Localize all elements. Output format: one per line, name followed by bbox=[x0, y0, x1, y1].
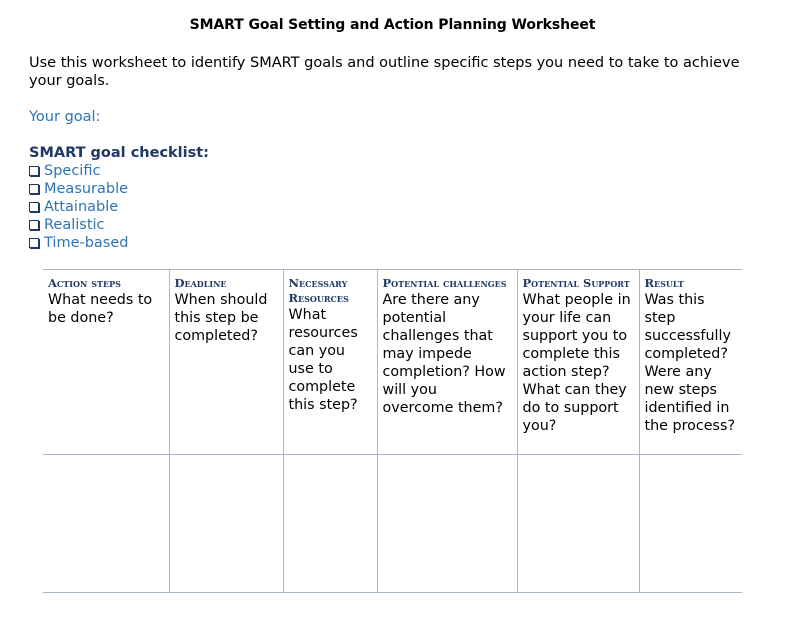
cell-result[interactable] bbox=[639, 455, 742, 593]
column-question: What needs to be done? bbox=[48, 292, 153, 326]
checkbox-icon[interactable] bbox=[29, 166, 39, 176]
cell-necessary-resources[interactable] bbox=[283, 455, 377, 593]
checkbox-icon[interactable] bbox=[29, 202, 39, 212]
checklist-item-measurable[interactable] bbox=[29, 180, 129, 198]
cell-potential-support[interactable] bbox=[517, 455, 639, 593]
header-deadline bbox=[169, 270, 283, 455]
header-result bbox=[639, 270, 742, 455]
checkbox-icon[interactable] bbox=[29, 220, 39, 230]
action-plan-table bbox=[43, 269, 742, 593]
column-question: What people in your life can support you to complete this action step? What can they do to support you? bbox=[522, 292, 631, 434]
column-title: Potential Support bbox=[522, 276, 630, 290]
column-title: Potential challenges bbox=[382, 276, 507, 290]
cell-deadline[interactable] bbox=[169, 455, 283, 593]
checklist-item-realistic[interactable] bbox=[29, 216, 129, 234]
checklist-item-attainable[interactable] bbox=[29, 198, 129, 216]
smart-checklist bbox=[29, 162, 129, 252]
column-title: Result bbox=[644, 276, 684, 290]
column-title: Action steps bbox=[48, 276, 121, 290]
table-row bbox=[43, 455, 742, 593]
column-question: What resources can you use to complete this step? bbox=[288, 307, 358, 413]
checkbox-icon[interactable] bbox=[29, 238, 39, 248]
header-action-steps bbox=[43, 270, 169, 455]
checklist-item-label: Measurable bbox=[44, 181, 129, 197]
column-question: When should this step be completed? bbox=[174, 292, 268, 344]
checklist-heading: SMART goal checklist: bbox=[29, 145, 209, 161]
header-potential-challenges bbox=[377, 270, 517, 455]
column-title: Deadline bbox=[174, 276, 227, 290]
cell-action-steps[interactable] bbox=[43, 455, 169, 593]
checklist-item-label: Attainable bbox=[44, 199, 119, 215]
worksheet-title: SMART Goal Setting and Action Planning Worksheet bbox=[189, 17, 596, 33]
checklist-item-specific[interactable] bbox=[29, 162, 129, 180]
checklist-item-label: Specific bbox=[44, 163, 101, 179]
header-potential-support bbox=[517, 270, 639, 455]
header-necessary-resources bbox=[283, 270, 377, 455]
checklist-item-time-based[interactable] bbox=[29, 234, 129, 252]
checklist-item-label: Realistic bbox=[44, 217, 105, 233]
column-title: Necessary Resources bbox=[288, 276, 349, 305]
intro-text: Use this worksheet to identify SMART goals and outline specific steps you need to take to achieve your goals. bbox=[29, 55, 740, 89]
checkbox-icon[interactable] bbox=[29, 184, 39, 194]
table-header-row bbox=[43, 270, 742, 455]
checklist-item-label: Time-based bbox=[44, 235, 129, 251]
your-goal-label: Your goal: bbox=[29, 109, 101, 125]
cell-potential-challenges[interactable] bbox=[377, 455, 517, 593]
column-question: Are there any potential challenges that may impede completion? How will you overcome them? bbox=[382, 292, 506, 416]
column-question: Was this step successfully completed? Were any new steps identified in the process? bbox=[644, 292, 736, 434]
